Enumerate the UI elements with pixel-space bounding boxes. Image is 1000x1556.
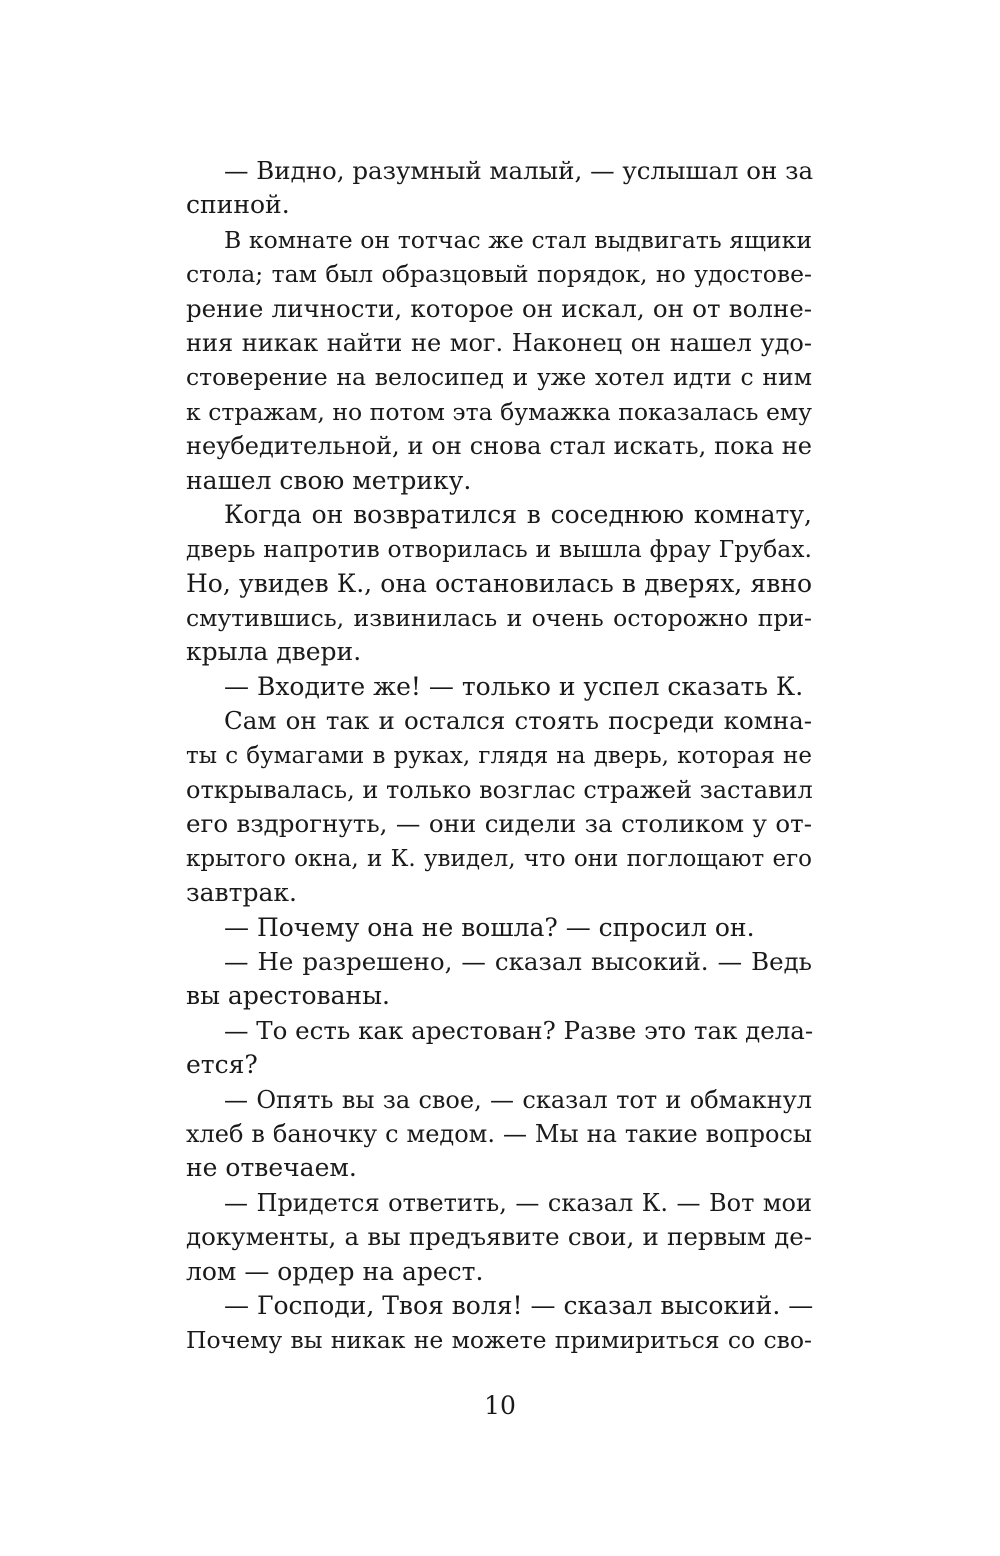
text-line: ты с бумагами в руках, глядя на дверь, которая не [186,742,812,769]
text-line: Но, увидев К., она остановилась в дверях, явно [186,568,812,598]
text-line: открывалась, и только возглас стражей заставил [186,776,813,805]
text-line: нашел свою метрику. [186,465,472,495]
text-line: — Видно, разумный малый, — услышал он за [224,156,814,185]
text-line: — Не разрешено, — сказал высокий. — Ведь [224,946,812,976]
text-line: дверь напротив отворилась и вышла фрау Грубах. [186,535,812,564]
page-number: 10 [484,1391,516,1420]
text-line: — Придется ответить, — сказал К. — Вот мои [224,1188,812,1217]
text-line: — Господи, Твоя воля! — сказал высокий. — [224,1290,814,1320]
text-line: не отвечаем. [186,1153,357,1183]
text-line: стоверение на велосипед и уже хотел идти с ним [186,363,812,392]
text-line: к стражам, но потом эта бумажка показалась ему [186,397,812,426]
text-line: ния никак найти не мог. Наконец он нашел удо- [186,328,812,357]
body-text [186,154,812,1358]
text-line: документы, а вы предъявите свои, и первым де- [186,1222,812,1252]
text-line: его вздрогнуть, — они сидели за столиком у от- [186,809,812,839]
text-line: вы арестованы. [186,981,390,1011]
text-line: крыла двери. [186,637,362,667]
text-line: неубедительной, и он снова стал искать, пока не [186,432,812,461]
text-line: Когда он возвратился в соседнюю комнату, [224,499,812,529]
text-line: рение личности, которое он искал, он от волне- [186,293,812,323]
text-line: ется? [186,1050,258,1080]
text-line: стола; там был образцовый порядок, но удостове- [186,260,812,289]
text-line: — Почему она не вошла? — спросил он. [224,912,755,942]
text-line: — Входите же! — только и успел сказать К. [224,671,804,701]
text-line: лом — ордер на арест. [186,1256,484,1286]
text-line: крытого окна, и К. увидел, что они поглощают его [186,845,812,872]
text-line: В комнате он тотчас же стал выдвигать ящики [224,225,812,254]
text-line: спиной. [186,190,290,220]
text-line: Сам он так и остался стоять посреди комна- [224,706,812,736]
text-line: — Опять вы за свое, — сказал тот и обмакнул [224,1085,812,1114]
text-line: Почему вы никак не можете примириться со сво- [186,1326,812,1355]
text-line: завтрак. [186,878,297,908]
text-line: хлеб в баночку с медом. — Мы на такие вопросы [186,1119,812,1148]
text-line: смутившись, извинилась и очень осторожно при- [186,604,812,633]
text-line: — То есть как арестован? Разве это так дела- [224,1015,814,1045]
